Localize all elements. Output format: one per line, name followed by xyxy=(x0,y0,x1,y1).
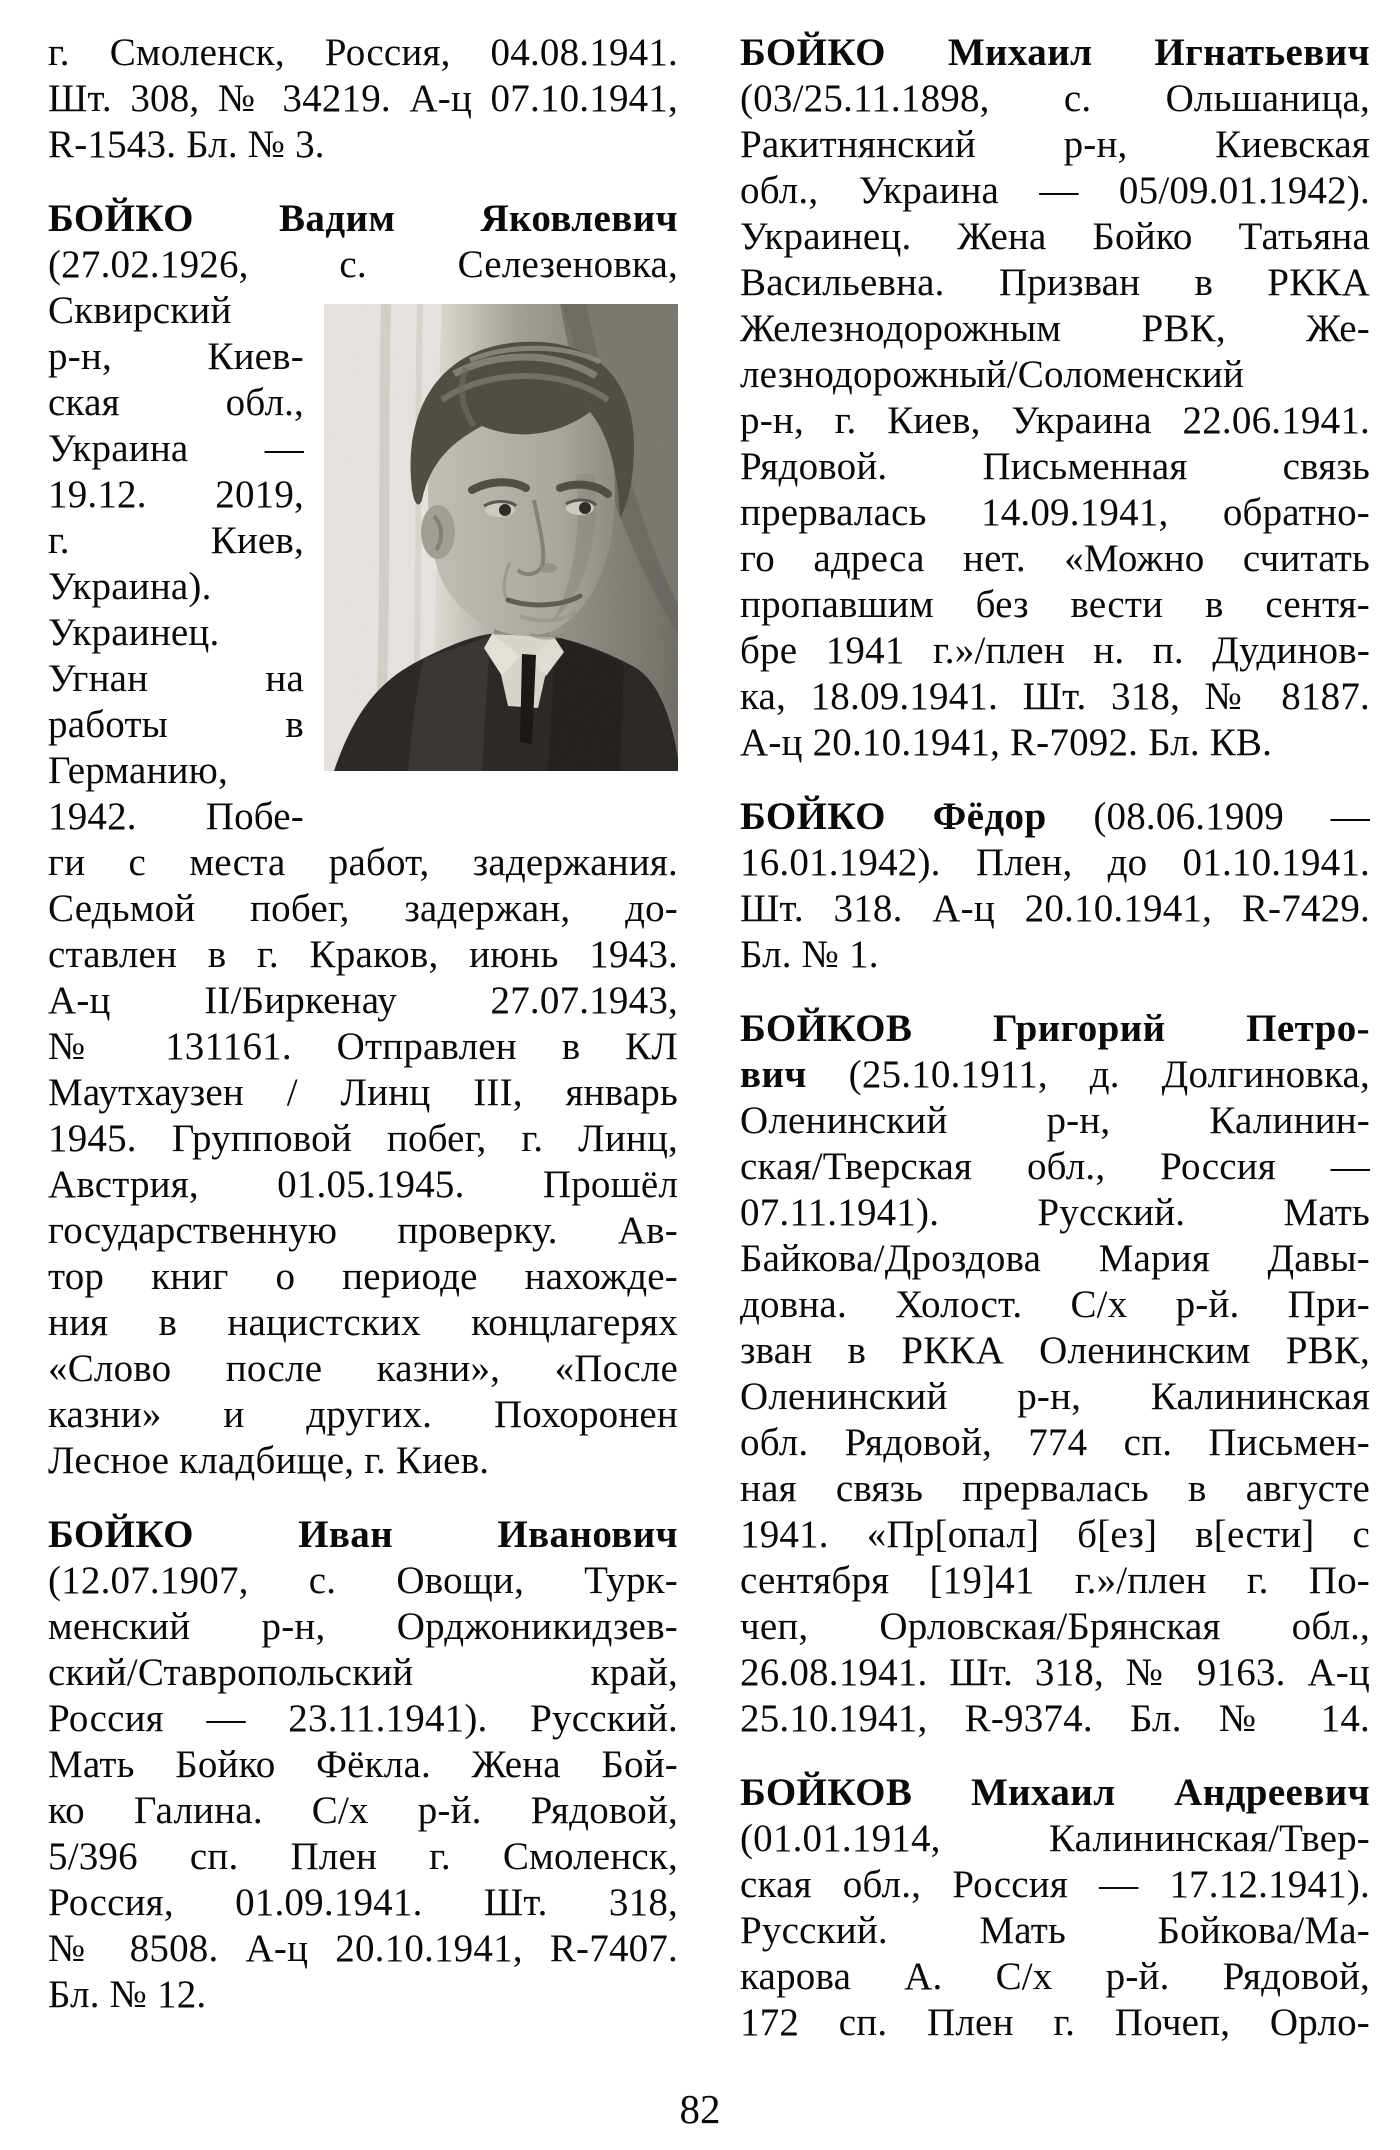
text-line: обл. Рядовой, 774 сп. Письмен- xyxy=(740,1421,1370,1464)
text-line: 5/396 сп. Плен г. Смоленск, xyxy=(48,1835,678,1878)
text-line: А-ц II/Биркенау 27.07.1943, xyxy=(48,979,678,1022)
text-line: зван в РККА Оленинским РВК, xyxy=(740,1329,1370,1372)
text-line xyxy=(740,1006,1370,1052)
text-line: Русский. Мать Бойкова/Ма- xyxy=(740,1909,1370,1952)
text-line: чеп, Орловская/Брянская обл., xyxy=(740,1605,1370,1648)
text-line: № 131161. Отправлен в КЛ xyxy=(48,1025,678,1068)
text-line: р-н, г. Киев, Украина 22.06.1941. xyxy=(740,399,1370,442)
page-number: 82 xyxy=(679,2086,721,2132)
text-line: г. Смоленск, Россия, 04.08.1941. xyxy=(48,31,678,74)
entry-boykov-grigoriy xyxy=(740,1006,1370,1742)
entry-name-bold: БОЙКОВ Михаил Андреевич xyxy=(740,1771,1370,1814)
text-line: R-1543. Бл. № 3. xyxy=(48,123,325,166)
text-line: Железнодорожным РВК, Же- xyxy=(740,307,1370,350)
text-line: ка, 18.09.1941. Шт. 318, № 8187. xyxy=(740,675,1370,718)
text-line xyxy=(48,1512,678,1558)
left-column xyxy=(48,30,678,2018)
text-line: (03/25.11.1898, с. Ольшаница, xyxy=(740,77,1370,120)
text-line: (01.01.1914, Калининская/Твер- xyxy=(740,1817,1370,1860)
text-line: Седьмой побег, задержан, до- xyxy=(48,887,678,930)
text-line xyxy=(740,1770,1370,1816)
text-line: пропавшим без вести в сентя- xyxy=(740,583,1370,626)
text-line: Австрия, 01.05.1945. Прошёл xyxy=(48,1163,678,1206)
photo-row xyxy=(48,288,678,840)
text-line: г. Киев, xyxy=(48,519,304,562)
text-line: сентября [19]41 г.»/плен г. По- xyxy=(740,1559,1370,1602)
text-line: 26.08.1941. Шт. 318, № 9163. А-ц xyxy=(740,1651,1370,1694)
text-line: ния в нацистских концлагерях xyxy=(48,1301,678,1344)
text-line: ский/Ставропольский край, xyxy=(48,1651,678,1694)
text-line: Шт. 308, № 34219. А-ц 07.10.1941, xyxy=(48,77,678,120)
right-column xyxy=(740,30,1370,2046)
entry-name-bold: БОЙКО Вадим Яковлевич xyxy=(48,197,678,240)
text-line: Лесное кладбище, г. Киев. xyxy=(48,1439,490,1482)
text-line: Бл. № 12. xyxy=(48,1973,207,2016)
text-line: ская обл., xyxy=(48,381,304,424)
text-line: Оленинский р-н, Калинин- xyxy=(740,1099,1370,1142)
text-line: (12.07.1907, с. Овощи, Турк- xyxy=(48,1559,678,1602)
entry-name-bold: БОЙКО Иван Иванович xyxy=(48,1513,678,1556)
text-line: работы в xyxy=(48,703,304,746)
text-line: 172 сп. Плен г. Почеп, Орло- xyxy=(740,2001,1370,2044)
text-line: № 8508. А-ц 20.10.1941, R-7407. xyxy=(48,1927,678,1970)
text-line: Васильевна. Призван в РККА xyxy=(740,261,1370,304)
text-line: го адреса нет. «Можно считать xyxy=(740,537,1370,580)
text-line: р-н, Киев- xyxy=(48,335,304,378)
text-line: ги с места работ, задержания. xyxy=(48,841,678,884)
text-line: 25.10.1941, R-9374. Бл. № 14. xyxy=(740,1697,1370,1740)
entry-name-bold: БОЙКО Фёдор xyxy=(740,795,1047,838)
text-line: тор книг о периоде нахожде- xyxy=(48,1255,678,1298)
text-line: Мать Бойко Фёкла. Жена Бой- xyxy=(48,1743,678,1786)
text-line: Сквирский xyxy=(48,289,232,332)
portrait-photo-svg xyxy=(324,304,678,771)
text-line: Бл. № 1. xyxy=(740,933,879,976)
text-line: 1942. Побе- xyxy=(48,795,304,838)
text-line: лезнодорожный/Соломенский xyxy=(740,353,1245,396)
text-line: ная связь прервалась в августе xyxy=(740,1467,1370,1510)
entry-boyko-mikhail-ignatyevich xyxy=(740,30,1370,766)
text-line: 16.01.1942). Плен, до 01.10.1941. xyxy=(740,841,1370,884)
text-line: прервалась 14.09.1941, обратно- xyxy=(740,491,1370,534)
text-line: 07.11.1941). Русский. Мать xyxy=(740,1191,1370,1234)
text-line: 1945. Групповой побег, г. Линц, xyxy=(48,1117,678,1160)
text-line: Рядовой. Письменная связь xyxy=(740,445,1370,488)
text-line: ставлен в г. Краков, июнь 1943. xyxy=(48,933,678,976)
text-line: Украинец. Жена Бойко Татьяна xyxy=(740,215,1370,258)
text-line: ко Галина. С/х р-й. Рядовой, xyxy=(48,1789,678,1832)
text-line: менский р-н, Орджоникидзев- xyxy=(48,1605,678,1648)
text-line: обл., Украина — 05/09.01.1942). xyxy=(740,169,1370,212)
text-line xyxy=(48,196,678,242)
text-line: Маутхаузен / Линц III, январь xyxy=(48,1071,678,1114)
entry-boykov-mikhail-andreevich xyxy=(740,1770,1370,2046)
text-line: А-ц 20.10.1941, R-7092. Бл. КВ. xyxy=(740,721,1273,764)
text-line: «Слово после казни», «После xyxy=(48,1347,678,1390)
text-line: Оленинский р-н, Калининская xyxy=(740,1375,1370,1418)
text-line: Украинец. xyxy=(48,611,220,654)
text-line: Германию, xyxy=(48,749,228,792)
text-line: БОЙКО Фёдор (08.06.1909 — xyxy=(740,795,1370,838)
text-line: карова А. С/х р-й. Рядовой, xyxy=(740,1955,1370,1998)
text-line: Украина — xyxy=(48,427,304,470)
entry-boyko-ivan xyxy=(48,1512,678,2018)
narrow-text-column xyxy=(48,288,304,840)
text-line: вич (25.10.1911, д. Долгиновка, xyxy=(740,1053,1370,1096)
portrait-photo xyxy=(324,304,678,771)
text-line: Украина). xyxy=(48,565,212,608)
text-line: ская обл., Россия — 17.12.1941). xyxy=(740,1863,1370,1906)
text-line: довна. Холост. С/х р-й. При- xyxy=(740,1283,1370,1326)
text-line: 19.12. 2019, xyxy=(48,473,304,516)
text-line: (27.02.1926, с. Селезеновка, xyxy=(48,243,678,286)
entry-name-bold: БОЙКО Михаил Игнатьевич xyxy=(740,31,1370,74)
text-line: бре 1941 г.»/плен н. п. Дудинов- xyxy=(740,629,1370,672)
text-line: Ракитнянский р-н, Киевская xyxy=(740,123,1370,166)
text-line: Россия, 01.09.1941. Шт. 318, xyxy=(48,1881,678,1924)
text-line: государственную проверку. Ав- xyxy=(48,1209,678,1252)
entry-body-lines xyxy=(48,840,678,1484)
entry-boyko-fyodor xyxy=(740,794,1370,978)
text-line: 1941. «Пр[опал] б[ез] в[ести] с xyxy=(740,1513,1370,1556)
entry-head-lines xyxy=(48,196,678,288)
text-line: Россия — 23.11.1941). Русский. xyxy=(48,1697,678,1740)
entry-boyko-vadim xyxy=(48,196,678,1484)
text-line: Байкова/Дроздова Мария Давы- xyxy=(740,1237,1370,1280)
text-line xyxy=(740,30,1370,76)
text-line: Шт. 318. А-ц 20.10.1941, R-7429. xyxy=(740,887,1370,930)
text-line: Угнан на xyxy=(48,657,304,700)
text-line: казни» и других. Похоронен xyxy=(48,1393,678,1436)
text-line: ская/Тверская обл., Россия — xyxy=(740,1145,1370,1188)
entry-name-bold: БОЙКОВ Григорий Петро- xyxy=(740,1007,1370,1050)
entry-name-bold: вич xyxy=(740,1053,807,1096)
entry-continuation xyxy=(48,30,678,168)
